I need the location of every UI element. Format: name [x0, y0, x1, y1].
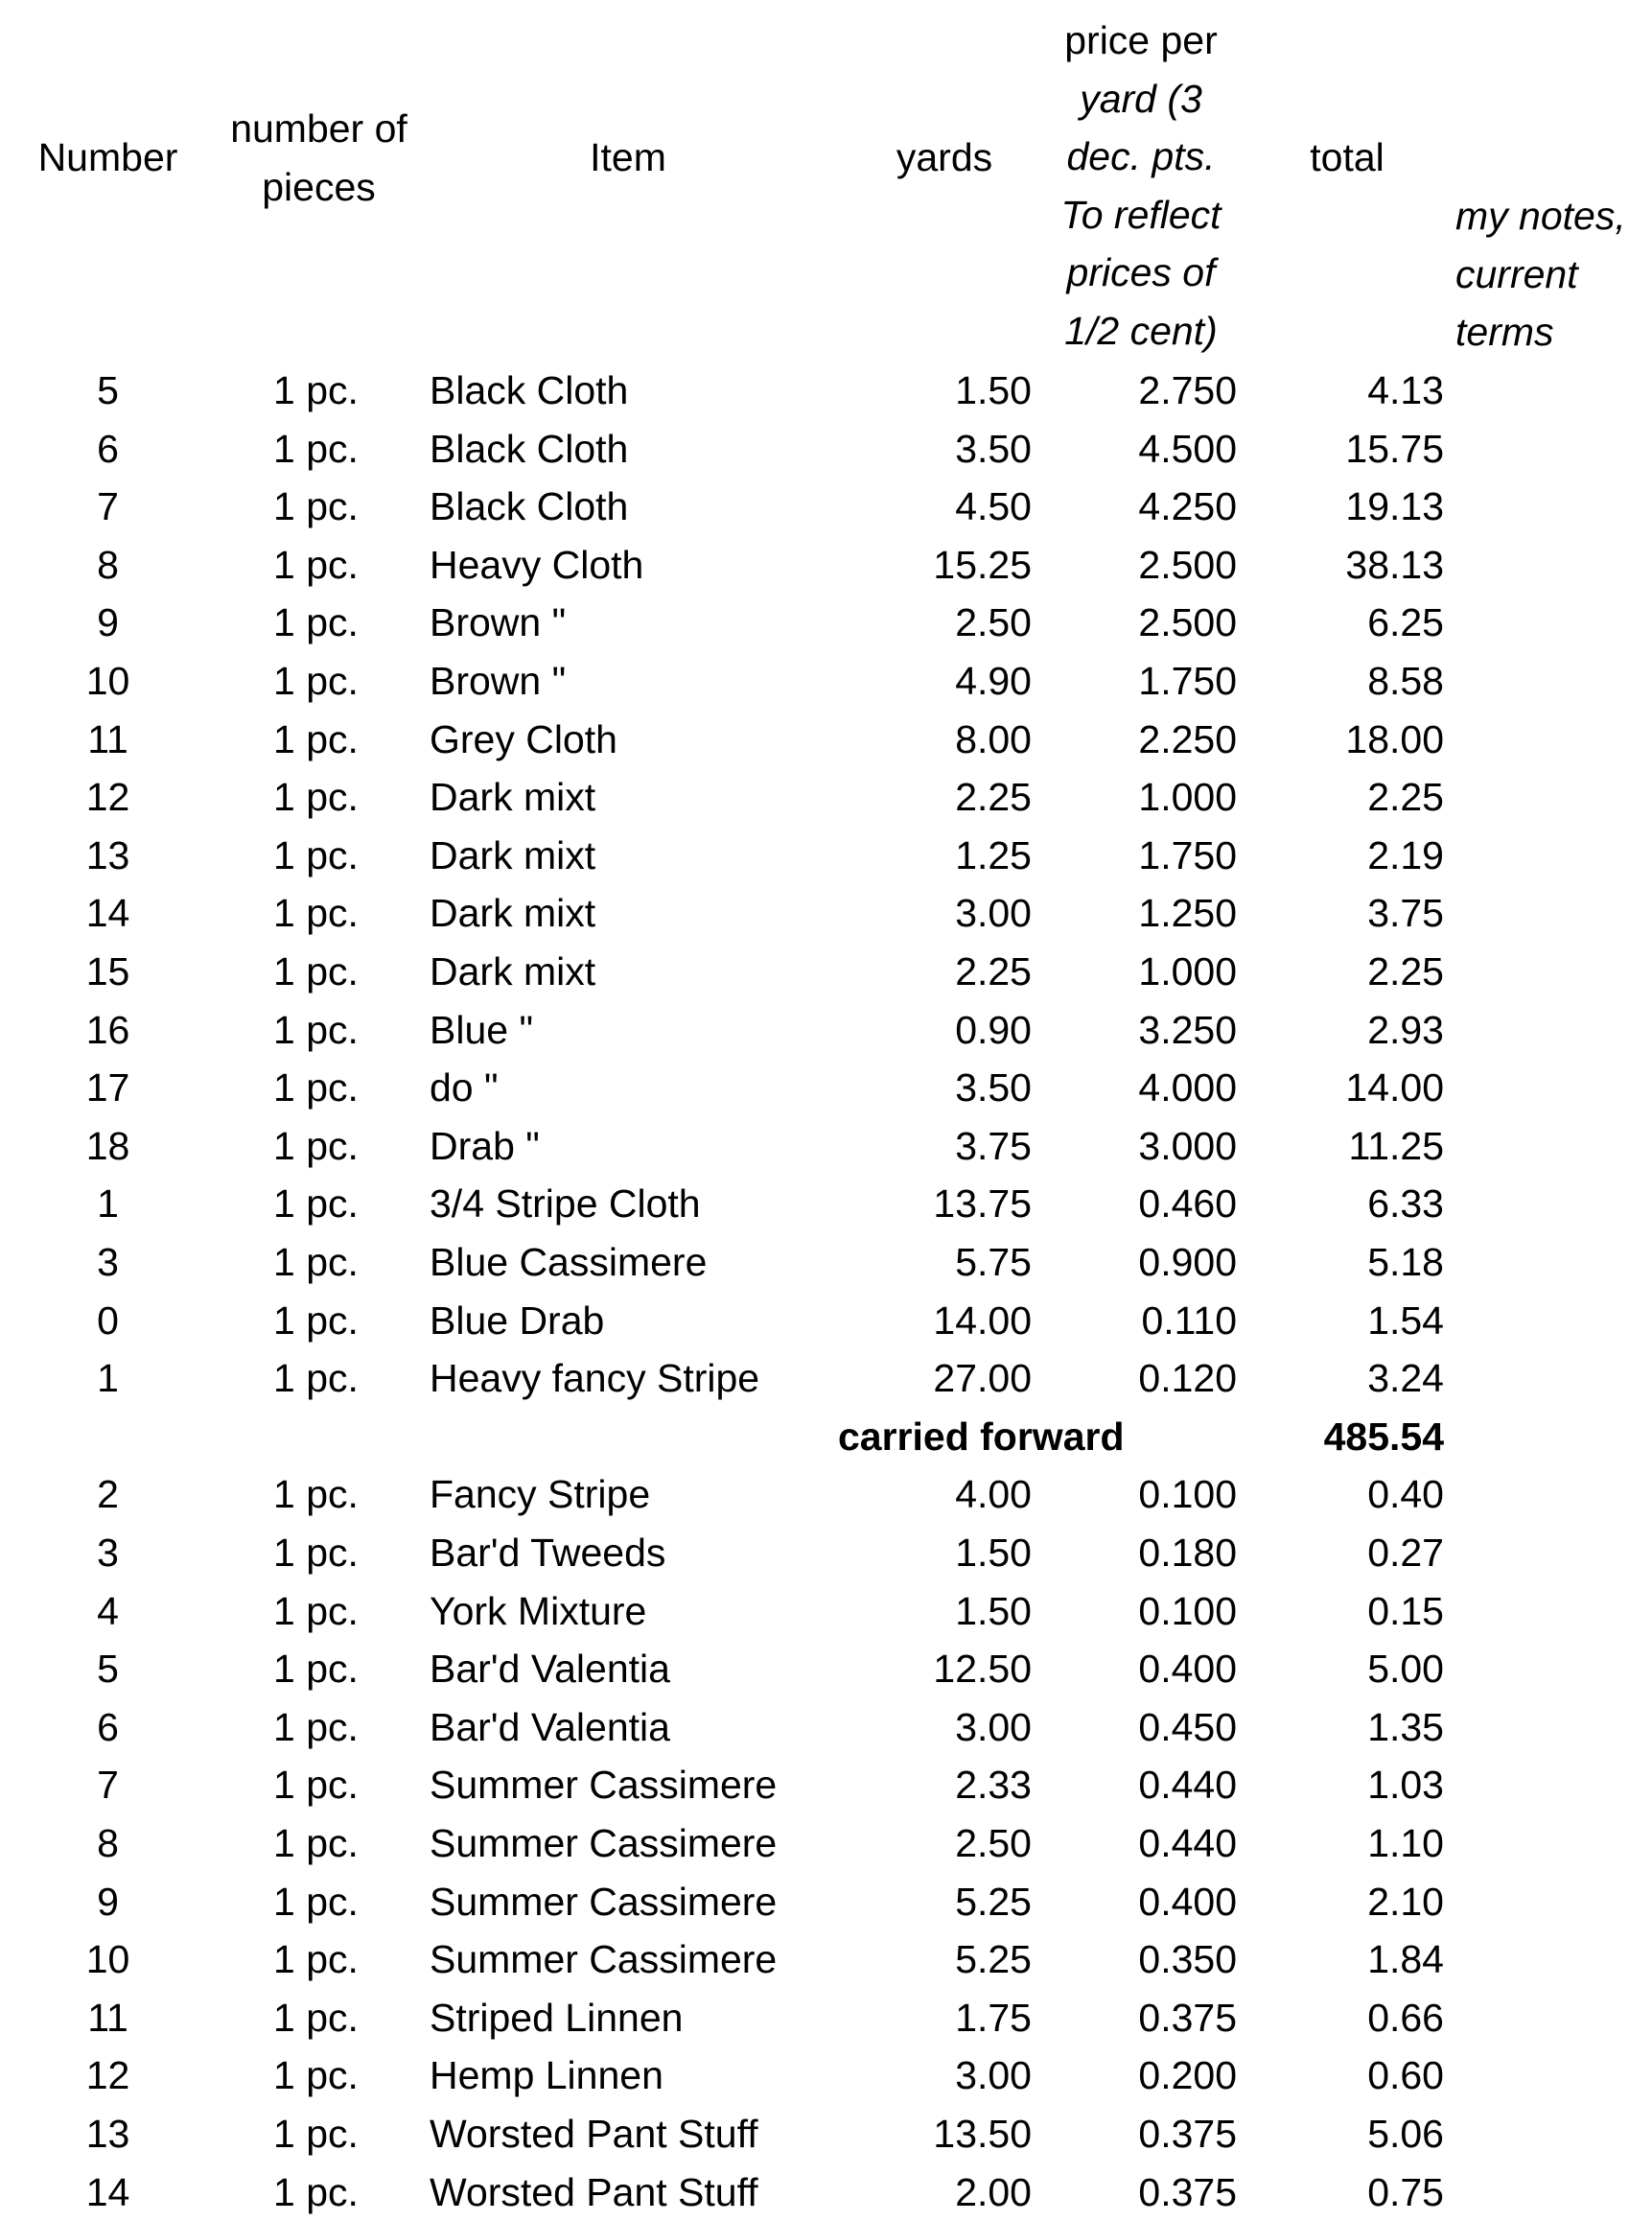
cell-yards: 3.00	[955, 1704, 1032, 1749]
cell-pieces: 1 pc.	[273, 716, 359, 761]
cell-price: 0.350	[1138, 1937, 1237, 1982]
table-row	[0, 768, 1652, 827]
table-row	[0, 478, 1652, 536]
cell-item: Brown "	[430, 659, 567, 703]
header-price-per-yard: price per yard (3 dec. pts. To reflect prices of 1/2 cent)	[1060, 18, 1222, 353]
cell-price: 4.500	[1138, 426, 1237, 471]
cell-price: 0.120	[1138, 1356, 1237, 1401]
cell-total: 2.10	[1367, 1879, 1444, 1924]
cell-yards: 1.25	[955, 832, 1032, 877]
table-row	[0, 1698, 1652, 1757]
carried-forward-total: 485.54	[1323, 1414, 1444, 1459]
cell-pieces: 1 pc.	[273, 1879, 359, 1924]
cell-total: 11.25	[1348, 1123, 1444, 1168]
cell-item: Striped Linnen	[430, 1995, 684, 2040]
cell-pieces: 1 pc.	[273, 542, 359, 587]
cell-number: 13	[85, 2112, 130, 2156]
table-row	[0, 1930, 1652, 1989]
table-row	[0, 1814, 1652, 1873]
table-row	[0, 2046, 1652, 2105]
cell-pieces: 1 pc.	[273, 2169, 359, 2214]
cell-price: 0.375	[1138, 2112, 1237, 2156]
cell-pieces: 1 pc.	[273, 1298, 359, 1343]
table-row	[0, 1989, 1652, 2047]
cell-yards: 15.25	[933, 542, 1032, 587]
cell-yards: 0.90	[955, 1007, 1032, 1052]
cell-number: 2	[97, 1472, 119, 1517]
cell-total: 1.35	[1367, 1704, 1444, 1749]
cell-price: 0.375	[1138, 1995, 1237, 2040]
cell-number: 16	[85, 1007, 130, 1052]
header-notes: my notes, current terms	[1455, 194, 1626, 355]
cell-number: 14	[85, 2169, 130, 2214]
cell-price: 2.750	[1138, 368, 1237, 412]
cell-number: 17	[85, 1065, 130, 1110]
cell-item: Dark mixt	[430, 891, 596, 936]
cell-total: 5.06	[1367, 2112, 1444, 2156]
cell-total: 3.75	[1367, 891, 1444, 936]
cell-yards: 2.25	[955, 775, 1032, 820]
cell-item: Blue Cassimere	[430, 1240, 708, 1284]
cell-yards: 1.50	[955, 1588, 1032, 1633]
cell-yards: 3.00	[955, 891, 1032, 936]
cell-price: 0.900	[1138, 1240, 1237, 1284]
cell-total: 2.93	[1367, 1007, 1444, 1052]
cell-total: 2.25	[1367, 949, 1444, 994]
cell-yards: 1.50	[955, 1531, 1032, 1575]
cell-yards: 5.75	[955, 1240, 1032, 1284]
cell-item: Summer Cassimere	[430, 1937, 778, 1982]
cell-number: 5	[97, 368, 119, 412]
cell-pieces: 1 pc.	[273, 1995, 359, 2040]
cell-total: 0.60	[1367, 2053, 1444, 2098]
header-yards: yards	[896, 135, 993, 179]
table-row	[0, 1756, 1652, 1814]
table-row	[0, 943, 1652, 1001]
cell-yards: 2.33	[955, 1763, 1032, 1808]
cell-yards: 3.50	[955, 426, 1032, 471]
cell-yards: 3.50	[955, 1065, 1032, 1110]
cell-price: 0.375	[1138, 2169, 1237, 2214]
cell-price: 0.440	[1138, 1821, 1237, 1865]
header-total: total	[1310, 135, 1384, 179]
cell-item: Heavy Cloth	[430, 542, 644, 587]
cell-price: 3.250	[1138, 1007, 1237, 1052]
cell-price: 2.250	[1138, 716, 1237, 761]
cell-total: 5.18	[1367, 1240, 1444, 1284]
cell-total: 2.19	[1367, 832, 1444, 877]
table-row	[0, 652, 1652, 711]
cell-pieces: 1 pc.	[273, 1937, 359, 1982]
cell-item: Black Cloth	[430, 484, 629, 529]
table-row	[0, 711, 1652, 769]
cell-total: 8.58	[1367, 659, 1444, 703]
table-row	[0, 1465, 1652, 1524]
cell-number: 7	[97, 1763, 119, 1808]
cell-pieces: 1 pc.	[273, 426, 359, 471]
cell-item: Dark mixt	[430, 832, 596, 877]
cell-price: 2.500	[1138, 600, 1237, 645]
cell-yards: 3.75	[955, 1123, 1032, 1168]
cell-item: Worsted Pant Stuff	[430, 2169, 758, 2214]
carried-forward-label: carried forward	[838, 1414, 1125, 1459]
cell-yards: 2.00	[955, 2169, 1032, 2214]
cell-pieces: 1 pc.	[273, 775, 359, 820]
cell-price: 0.450	[1138, 1704, 1237, 1749]
cell-price: 1.750	[1138, 832, 1237, 877]
cell-number: 12	[85, 2053, 130, 2098]
cell-item: Blue "	[430, 1007, 534, 1052]
cell-yards: 27.00	[933, 1356, 1032, 1401]
table-row	[0, 536, 1652, 595]
cell-number: 1	[97, 1356, 119, 1401]
cell-item: Fancy Stripe	[430, 1472, 651, 1517]
cell-number: 8	[97, 1821, 119, 1865]
cell-yards: 2.25	[955, 949, 1032, 994]
cell-item: Heavy fancy Stripe	[430, 1356, 760, 1401]
table-row	[0, 1175, 1652, 1233]
cell-pieces: 1 pc.	[273, 2112, 359, 2156]
cell-price: 0.100	[1138, 1472, 1237, 1517]
cell-item: Summer Cassimere	[430, 1879, 778, 1924]
cell-yards: 8.00	[955, 716, 1032, 761]
cell-total: 18.00	[1345, 716, 1444, 761]
cell-yards: 4.50	[955, 484, 1032, 529]
cell-pieces: 1 pc.	[273, 1240, 359, 1284]
table-row	[0, 1873, 1652, 1931]
cell-price: 0.110	[1141, 1298, 1237, 1343]
cell-pieces: 1 pc.	[273, 2053, 359, 2098]
cell-pieces: 1 pc.	[273, 1647, 359, 1692]
table-row	[0, 1349, 1652, 1408]
cell-item: Brown "	[430, 600, 567, 645]
cell-item: Dark mixt	[430, 775, 596, 820]
cell-total: 3.24	[1367, 1356, 1444, 1401]
cell-yards: 1.50	[955, 368, 1032, 412]
cell-number: 13	[85, 832, 130, 877]
cell-number: 0	[97, 1298, 119, 1343]
cell-pieces: 1 pc.	[273, 1007, 359, 1052]
cell-number: 9	[97, 1879, 119, 1924]
cell-item: Bar'd Valentia	[430, 1704, 670, 1749]
cell-price: 4.000	[1138, 1065, 1237, 1110]
table-row	[0, 1059, 1652, 1117]
cell-total: 19.13	[1345, 484, 1444, 529]
cell-price: 0.400	[1138, 1647, 1237, 1692]
cell-item: York Mixture	[430, 1588, 647, 1633]
table-row	[0, 362, 1652, 420]
cell-price: 0.200	[1138, 2053, 1237, 2098]
cell-yards: 13.75	[933, 1181, 1032, 1227]
table-row	[0, 1524, 1652, 1582]
cell-total: 1.10	[1367, 1821, 1444, 1865]
cell-total: 1.54	[1367, 1298, 1444, 1343]
table-row	[0, 1117, 1652, 1176]
cell-pieces: 1 pc.	[273, 1531, 359, 1575]
table-row	[0, 884, 1652, 943]
cell-number: 11	[87, 1995, 128, 2040]
cell-price: 1.250	[1138, 891, 1237, 936]
cell-pieces: 1 pc.	[273, 1588, 359, 1633]
cell-number: 3	[97, 1531, 119, 1575]
table-row	[0, 594, 1652, 652]
cell-item: Grey Cloth	[430, 716, 617, 761]
table-row	[0, 1292, 1652, 1350]
cell-price: 0.400	[1138, 1879, 1237, 1924]
cell-item: Worsted Pant Stuff	[430, 2112, 758, 2156]
cell-item: do "	[430, 1065, 499, 1110]
table-row	[0, 1001, 1652, 1060]
table-row	[0, 1640, 1652, 1698]
cell-pieces: 1 pc.	[273, 832, 359, 877]
cell-number: 11	[87, 716, 128, 761]
cell-pieces: 1 pc.	[273, 1763, 359, 1808]
cell-yards: 4.00	[955, 1472, 1032, 1517]
cell-pieces: 1 pc.	[273, 1181, 359, 1227]
cell-item: Summer Cassimere	[430, 1821, 778, 1865]
cell-total: 4.13	[1367, 368, 1444, 412]
cell-item: Dark mixt	[430, 949, 596, 994]
cell-total: 2.25	[1367, 775, 1444, 820]
cell-number: 7	[97, 484, 119, 529]
cell-number: 12	[85, 775, 130, 820]
cell-total: 38.13	[1345, 542, 1444, 587]
cell-pieces: 1 pc.	[273, 1472, 359, 1517]
cell-item: 3/4 Stripe Cloth	[430, 1181, 701, 1227]
cell-number: 5	[97, 1647, 119, 1692]
cell-number: 10	[85, 1937, 130, 1982]
table-row	[0, 2163, 1652, 2221]
cell-number: 8	[97, 542, 119, 587]
header-item: Item	[590, 135, 666, 179]
cell-yards: 5.25	[955, 1879, 1032, 1924]
cell-total: 1.84	[1367, 1937, 1444, 1982]
cell-total: 0.75	[1367, 2169, 1444, 2214]
cell-item: Summer Cassimere	[430, 1763, 778, 1808]
cell-number: 6	[97, 426, 119, 471]
cell-total: 1.03	[1367, 1763, 1444, 1808]
cell-number: 10	[85, 659, 130, 703]
cell-price: 4.250	[1138, 484, 1237, 529]
cell-price: 0.440	[1138, 1763, 1237, 1808]
cell-pieces: 1 pc.	[273, 891, 359, 936]
cell-price: 1.750	[1138, 659, 1237, 703]
carried-forward-row	[0, 1408, 1652, 1466]
cell-yards: 14.00	[933, 1298, 1032, 1343]
cell-item: Drab "	[430, 1123, 540, 1168]
cell-pieces: 1 pc.	[273, 600, 359, 645]
cell-yards: 3.00	[955, 2053, 1032, 2098]
table-row	[0, 827, 1652, 885]
table-row	[0, 1233, 1652, 1292]
header-number: Number	[37, 135, 178, 179]
cell-pieces: 1 pc.	[273, 659, 359, 703]
cell-total: 5.00	[1367, 1647, 1444, 1692]
cell-price: 1.000	[1138, 949, 1237, 994]
cell-pieces: 1 pc.	[273, 949, 359, 994]
cell-number: 3	[97, 1240, 119, 1284]
cell-item: Bar'd Valentia	[430, 1647, 670, 1692]
cell-total: 0.66	[1367, 1995, 1444, 2040]
cell-pieces: 1 pc.	[273, 1123, 359, 1168]
cell-total: 6.25	[1367, 600, 1444, 645]
table-row	[0, 420, 1652, 479]
cell-yards: 2.50	[955, 1821, 1032, 1865]
cell-price: 2.500	[1138, 542, 1237, 587]
cell-number: 18	[85, 1123, 130, 1168]
cell-yards: 4.90	[955, 659, 1032, 703]
cell-total: 15.75	[1345, 426, 1444, 471]
cell-item: Black Cloth	[430, 368, 629, 412]
cell-yards: 5.25	[955, 1937, 1032, 1982]
cell-price: 1.000	[1138, 775, 1237, 820]
header-pieces: number of pieces	[230, 106, 407, 209]
table-row	[0, 1582, 1652, 1641]
cell-total: 14.00	[1345, 1065, 1444, 1110]
cell-item: Black Cloth	[430, 426, 629, 471]
cell-price: 0.460	[1138, 1181, 1237, 1227]
cell-pieces: 1 pc.	[273, 368, 359, 412]
cell-total: 0.40	[1367, 1472, 1444, 1517]
cell-yards: 1.75	[955, 1995, 1032, 2040]
cell-price: 3.000	[1138, 1123, 1237, 1168]
table-row	[0, 2105, 1652, 2163]
cell-number: 9	[97, 600, 119, 645]
cell-price: 0.180	[1138, 1531, 1237, 1575]
cell-yards: 13.50	[933, 2112, 1032, 2156]
cell-number: 6	[97, 1704, 119, 1749]
cell-yards: 12.50	[933, 1647, 1032, 1692]
cell-item: Bar'd Tweeds	[430, 1531, 666, 1575]
cell-item: Blue Drab	[430, 1298, 605, 1343]
cell-yards: 2.50	[955, 600, 1032, 645]
cell-total: 0.15	[1367, 1588, 1444, 1633]
cell-item: Hemp Linnen	[430, 2053, 663, 2098]
cell-pieces: 1 pc.	[273, 1821, 359, 1865]
cell-price: 0.100	[1138, 1588, 1237, 1633]
cell-number: 14	[85, 891, 130, 936]
cell-pieces: 1 pc.	[273, 1704, 359, 1749]
cell-pieces: 1 pc.	[273, 1356, 359, 1401]
cell-number: 4	[97, 1588, 119, 1633]
cell-pieces: 1 pc.	[273, 484, 359, 529]
cell-total: 6.33	[1367, 1181, 1444, 1227]
cell-number: 1	[97, 1181, 119, 1227]
cell-number: 15	[85, 949, 130, 994]
cell-total: 0.27	[1367, 1531, 1444, 1575]
cell-pieces: 1 pc.	[273, 1065, 359, 1110]
